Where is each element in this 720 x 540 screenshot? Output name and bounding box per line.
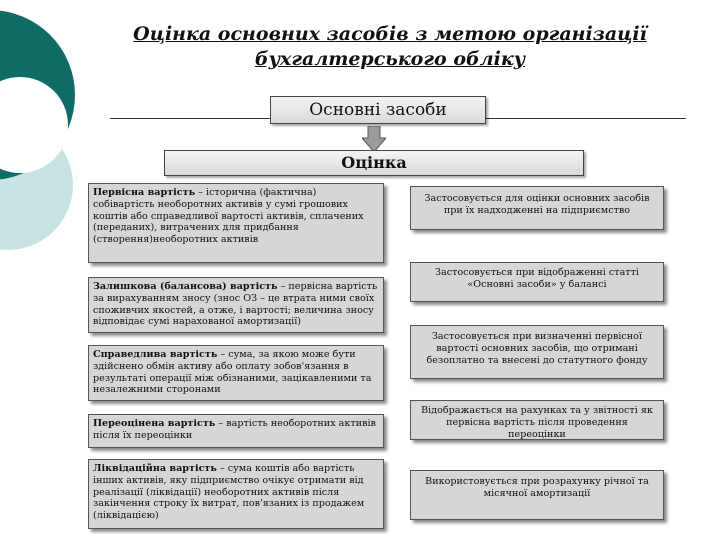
definition-initial-cost [88,183,384,263]
definition-text: – сума коштів або вартість інших активів, яку підприємство очікує отримати від реалізації (ліквідації) необоротних активів після закінчення строку їх витрат, пов'язаних із продажем (ліквідацією) [93,463,365,522]
definition-text: – історична (фактична) собівартість необоротних активів у сумі грошових коштів або справедливої вартості активів, сплачених (переданих), витрачених для придбання (створення)необоротних активів [93,187,364,246]
usage-residual-value: Застосовується при відображенні статті «Основні засоби» у балансі [410,262,664,302]
usage-liquidation-value: Використовується при розрахунку річної та місячної амортизації [410,470,664,520]
definition-term: Ліквідаційна вартість [93,463,217,474]
usage-revalued-value: Відображається на рахунках та у звітності як первісна вартість після проведення переоцінки [410,400,664,440]
definition-liquidation-value [88,459,384,529]
definition-term: Залишкова (балансова) вартість [93,281,278,292]
page-title [110,22,670,72]
title-line-2: бухгалтерського обліку [254,48,526,70]
evaluation-node-box: Оцінка [164,150,584,176]
usage-initial-cost: Застосовується для оцінки основних засобів при їх надходженні на підприємство [410,186,664,230]
definition-revalued-value [88,414,384,448]
main-node-box: Основні засоби [270,96,486,124]
divider-left [110,118,270,119]
divider-right [486,118,686,119]
definition-term: Первісна вартість [93,187,196,198]
definition-text: – сума, за якою може бути здійснено обмін активу або оплату зобов'язання в результаті операції між обізнаними, зацікавленими та незалежними сторонами [93,349,372,396]
down-arrow-icon [362,126,386,152]
definition-fair-value [88,345,384,401]
title-line-1: Оцінка основних засобів з метою організації [133,23,647,45]
definition-text: – вартість необоротних активів після їх переоцінки [93,418,376,441]
usage-fair-value: Застосовується при визначенні первісної вартості основних засобів, що отримані безоплатно та внесені до статутного фонду [410,325,664,379]
definition-term: Переоцінена вартість [93,418,216,429]
definition-text: – первісна вартість за вирахуванням зносу (знос ОЗ – це втрата ними своїх споживчих якостей, а отже, і вартості; величина зносу відповідає сумі нарахованої амортизації) [93,281,378,328]
definition-term: Справедлива вартість [93,349,218,360]
definition-residual-value [88,277,384,333]
